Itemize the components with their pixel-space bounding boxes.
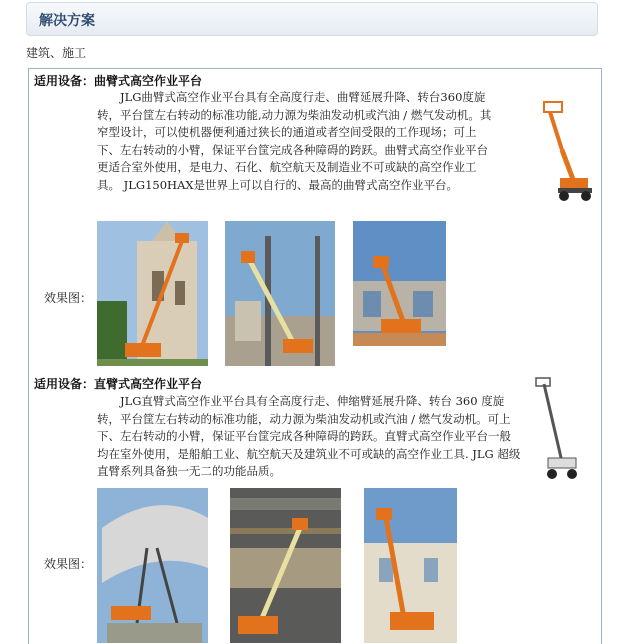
effect-label-2: 效果图： bbox=[44, 557, 93, 571]
equipment-description-1: JLG曲臂式高空作业平台具有全高度行走、曲臂延展升降、转台360度旋转，平台筐左右转动的标准功能,动力源为柴油发动机或汽油 / 燃气发动机。其窄型设计，可以使机器便利通过狭长的通道或者空间受限的工作现场；可上下、左右转动的小臂，保证平台筐完成各种障碍的跨跃。曲臂式高空作业平台更适合室外使用，是电力、石化、航空航天及制造业不可或缺的高空作业工具。 JLG150HAX是世界上可以自行的、最高的曲臂式高空作业平台。 bbox=[97, 90, 492, 192]
telescopic-lift-product-image bbox=[532, 376, 582, 484]
section-title: 解决方案 bbox=[39, 13, 95, 29]
photo-dish-lift bbox=[97, 488, 208, 643]
equipment-label-prefix: 适用设备： bbox=[34, 74, 95, 88]
equipment-name: 直臂式高空作业平台 bbox=[94, 377, 203, 391]
equipment-label-prefix: 适用设备： bbox=[34, 377, 95, 391]
photo-building-lift bbox=[353, 221, 446, 346]
equipment-description-2: JLG直臂式高空作业平台具有全高度行走、伸缩臂延展升降、转台 360 度旋转，平台筐左右转动的标准功能，动力源为柴油发动机或汽油 / 燃气发动机。可上下、左右转动的小臂，保证平台筐完成各种障碍的跨跃。直臂式高空作业平台一般均在室外使用，是船舶工业、航空航天及建筑业不可或缺的高空作业工具. JLG 超级直臂系列具备独一无二的功能品质。 bbox=[97, 394, 521, 479]
equipment-label-1 bbox=[34, 72, 202, 89]
photo-church-lift bbox=[97, 221, 208, 366]
photo-structure-lift bbox=[230, 488, 341, 643]
equipment-label-2 bbox=[34, 375, 202, 392]
equipment-name: 曲臂式高空作业平台 bbox=[94, 74, 203, 88]
articulating-lift-product-image bbox=[540, 92, 596, 204]
category-label: 建筑、施工 bbox=[26, 46, 87, 60]
section-header bbox=[26, 2, 598, 36]
photo-industrial-lift bbox=[225, 221, 335, 366]
effect-label-1: 效果图： bbox=[44, 291, 93, 305]
photo-facade-lift bbox=[364, 488, 457, 643]
